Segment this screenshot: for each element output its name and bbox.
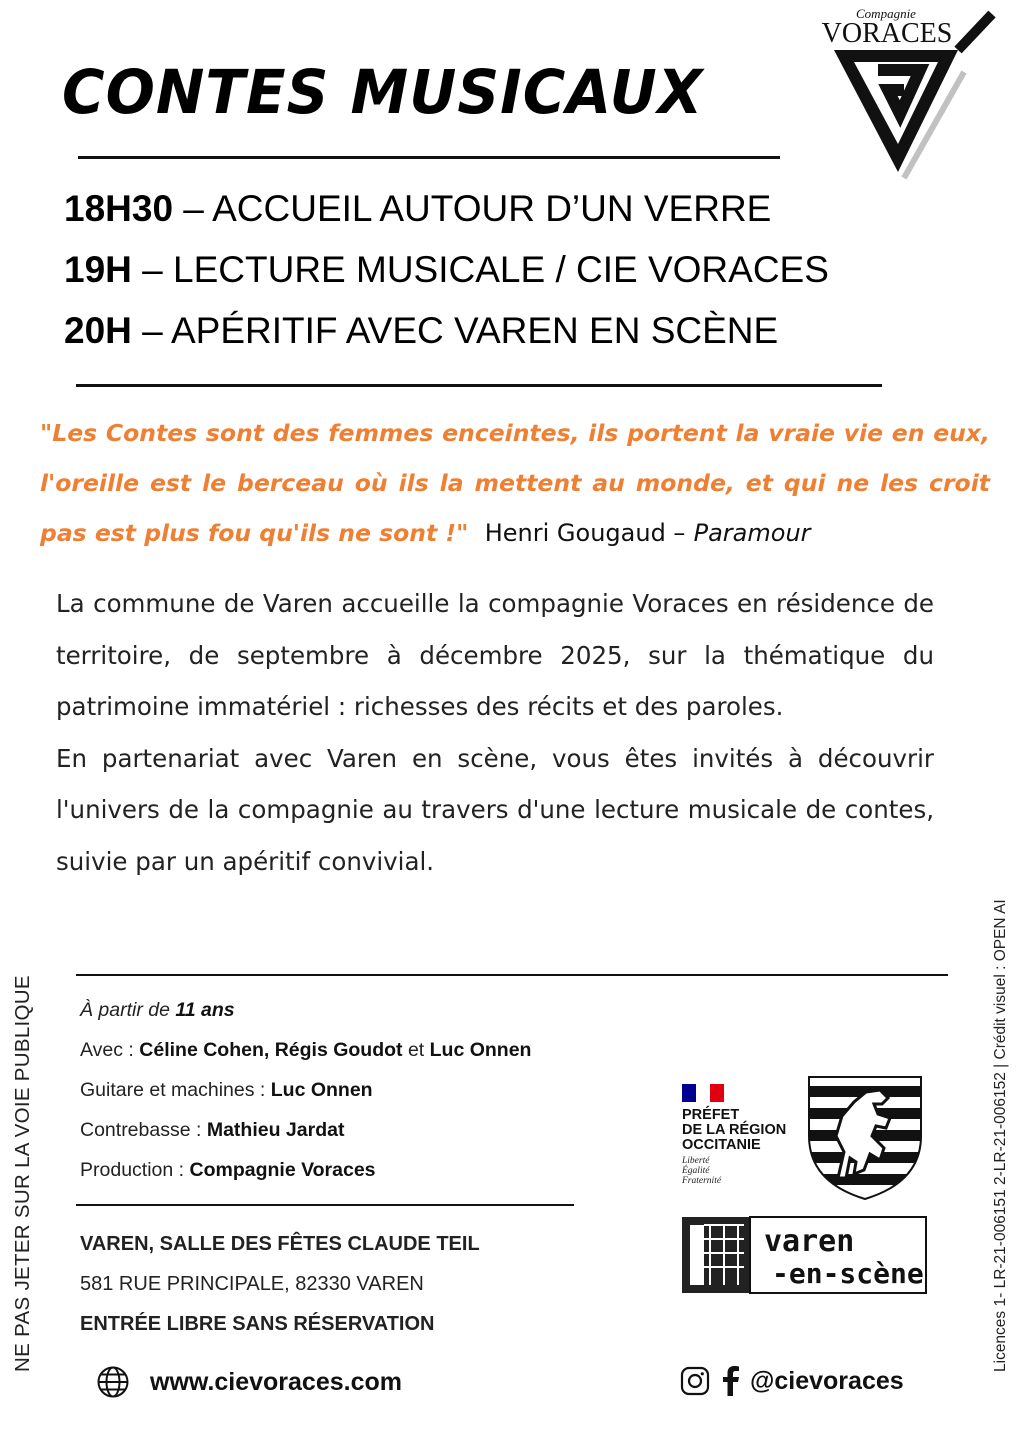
social-links <box>680 1365 904 1397</box>
guitar-line <box>80 1070 640 1110</box>
description-paragraph: En partenariat avec Varen en scène, vous êtes invités à découvrir l'univers de la compagnie au travers d'une lecture musicale de contes, suivie par un apéritif convivial. <box>56 743 934 876</box>
venue-address: 581 RUE PRINCIPALE, 82330 VAREN <box>80 1273 424 1295</box>
website-link[interactable] <box>96 1365 402 1399</box>
varen-logo-line1: varen <box>764 1224 855 1259</box>
guitar-label: Guitare et machines : <box>80 1079 271 1101</box>
prefet-logo <box>682 1084 812 1186</box>
schedule-text: – APÉRITIF AVEC VAREN EN SCÈNE <box>131 310 779 351</box>
prefet-line: OCCITANIE <box>682 1137 761 1153</box>
quote-work: Paramour <box>693 519 811 547</box>
divider-venue <box>76 1204 574 1206</box>
production-value: Compagnie Voraces <box>189 1159 376 1181</box>
divider-credits <box>76 974 948 976</box>
cast-names: Céline Cohen, Régis Goudot <box>139 1039 403 1061</box>
prefet-line: PRÉFET <box>682 1107 740 1123</box>
side-licences: Licences 1- LR-21-006151 2-LR-21-006152 | Crédit visuel : OPEN AI <box>992 899 1009 1372</box>
coat-of-arms-icon <box>806 1074 924 1202</box>
age-value: 11 ans <box>175 999 235 1021</box>
description <box>56 578 934 887</box>
quote-block <box>40 408 990 558</box>
prefet-line: DE LA RÉGION <box>682 1122 787 1138</box>
facebook-icon[interactable] <box>720 1365 740 1397</box>
varen-en-scene-logo <box>680 1215 928 1295</box>
venue-entry: ENTRÉE LIBRE SANS RÉSERVATION <box>80 1313 435 1335</box>
schedule-time: 20H <box>64 310 132 351</box>
french-flag-icon <box>682 1084 724 1102</box>
schedule-item <box>64 184 771 234</box>
cast-last: Luc Onnen <box>429 1039 532 1061</box>
schedule-text: – ACCUEIL AUTOUR D’UN VERRE <box>173 188 772 229</box>
prefet-motto: Fraternité <box>682 1176 722 1186</box>
website-url[interactable]: www.cievoraces.com <box>150 1367 402 1396</box>
instagram-icon[interactable] <box>680 1366 710 1396</box>
schedule-time: 19H <box>64 249 132 290</box>
varen-logo-line2: -en-scène <box>772 1257 924 1290</box>
logo-company-label: Compagnie <box>856 6 916 21</box>
age-line <box>80 990 640 1030</box>
quote-author: Henri Gougaud – <box>484 519 686 547</box>
page-title: CONTES MUSICAUX <box>62 56 704 128</box>
venue-info <box>80 1224 480 1344</box>
schedule-time: 18H30 <box>64 188 174 229</box>
cast-label: Avec : <box>80 1039 140 1061</box>
schedule-item <box>64 306 778 356</box>
guitar-value: Luc Onnen <box>270 1079 373 1101</box>
credits <box>80 990 640 1190</box>
description-paragraph: La commune de Varen accueille la compagnie Voraces en résidence de territoire, de septembre à décembre 2025, sur la thématique du patrimoine immatériel : richesses des récits et des paroles. <box>56 589 934 721</box>
cast-and: et <box>402 1039 430 1061</box>
production-line <box>80 1150 640 1190</box>
schedule-text: – LECTURE MUSICALE / CIE VORACES <box>131 249 829 290</box>
quote-text: "Les Contes sont des femmes enceintes, ils portent la vraie vie en eux, l'oreille est le berceau où ils la mettent au monde, et qui ne les croit pas est plus fou qu'ils ne sont !" <box>40 419 990 547</box>
prefet-motto: Liberté <box>682 1156 710 1166</box>
divider-top <box>78 156 780 159</box>
production-label: Production : <box>80 1159 190 1181</box>
venue-name: VAREN, SALLE DES FÊTES CLAUDE TEIL <box>80 1233 480 1255</box>
age-prefix: À partir de <box>80 999 176 1021</box>
logo-company-name: VORACES <box>821 18 953 49</box>
side-notice: NE PAS JETER SUR LA VOIE PUBLIQUE <box>11 975 34 1372</box>
bass-value: Mathieu Jardat <box>206 1119 345 1141</box>
divider-schedule <box>76 384 882 387</box>
schedule-item <box>64 245 829 295</box>
prefet-motto: Égalité <box>682 1166 710 1176</box>
social-handle[interactable]: @cievoraces <box>750 1366 904 1395</box>
bass-line <box>80 1110 640 1150</box>
globe-icon <box>96 1365 130 1399</box>
bass-label: Contrebasse : <box>80 1119 207 1141</box>
cast-line <box>80 1030 640 1070</box>
